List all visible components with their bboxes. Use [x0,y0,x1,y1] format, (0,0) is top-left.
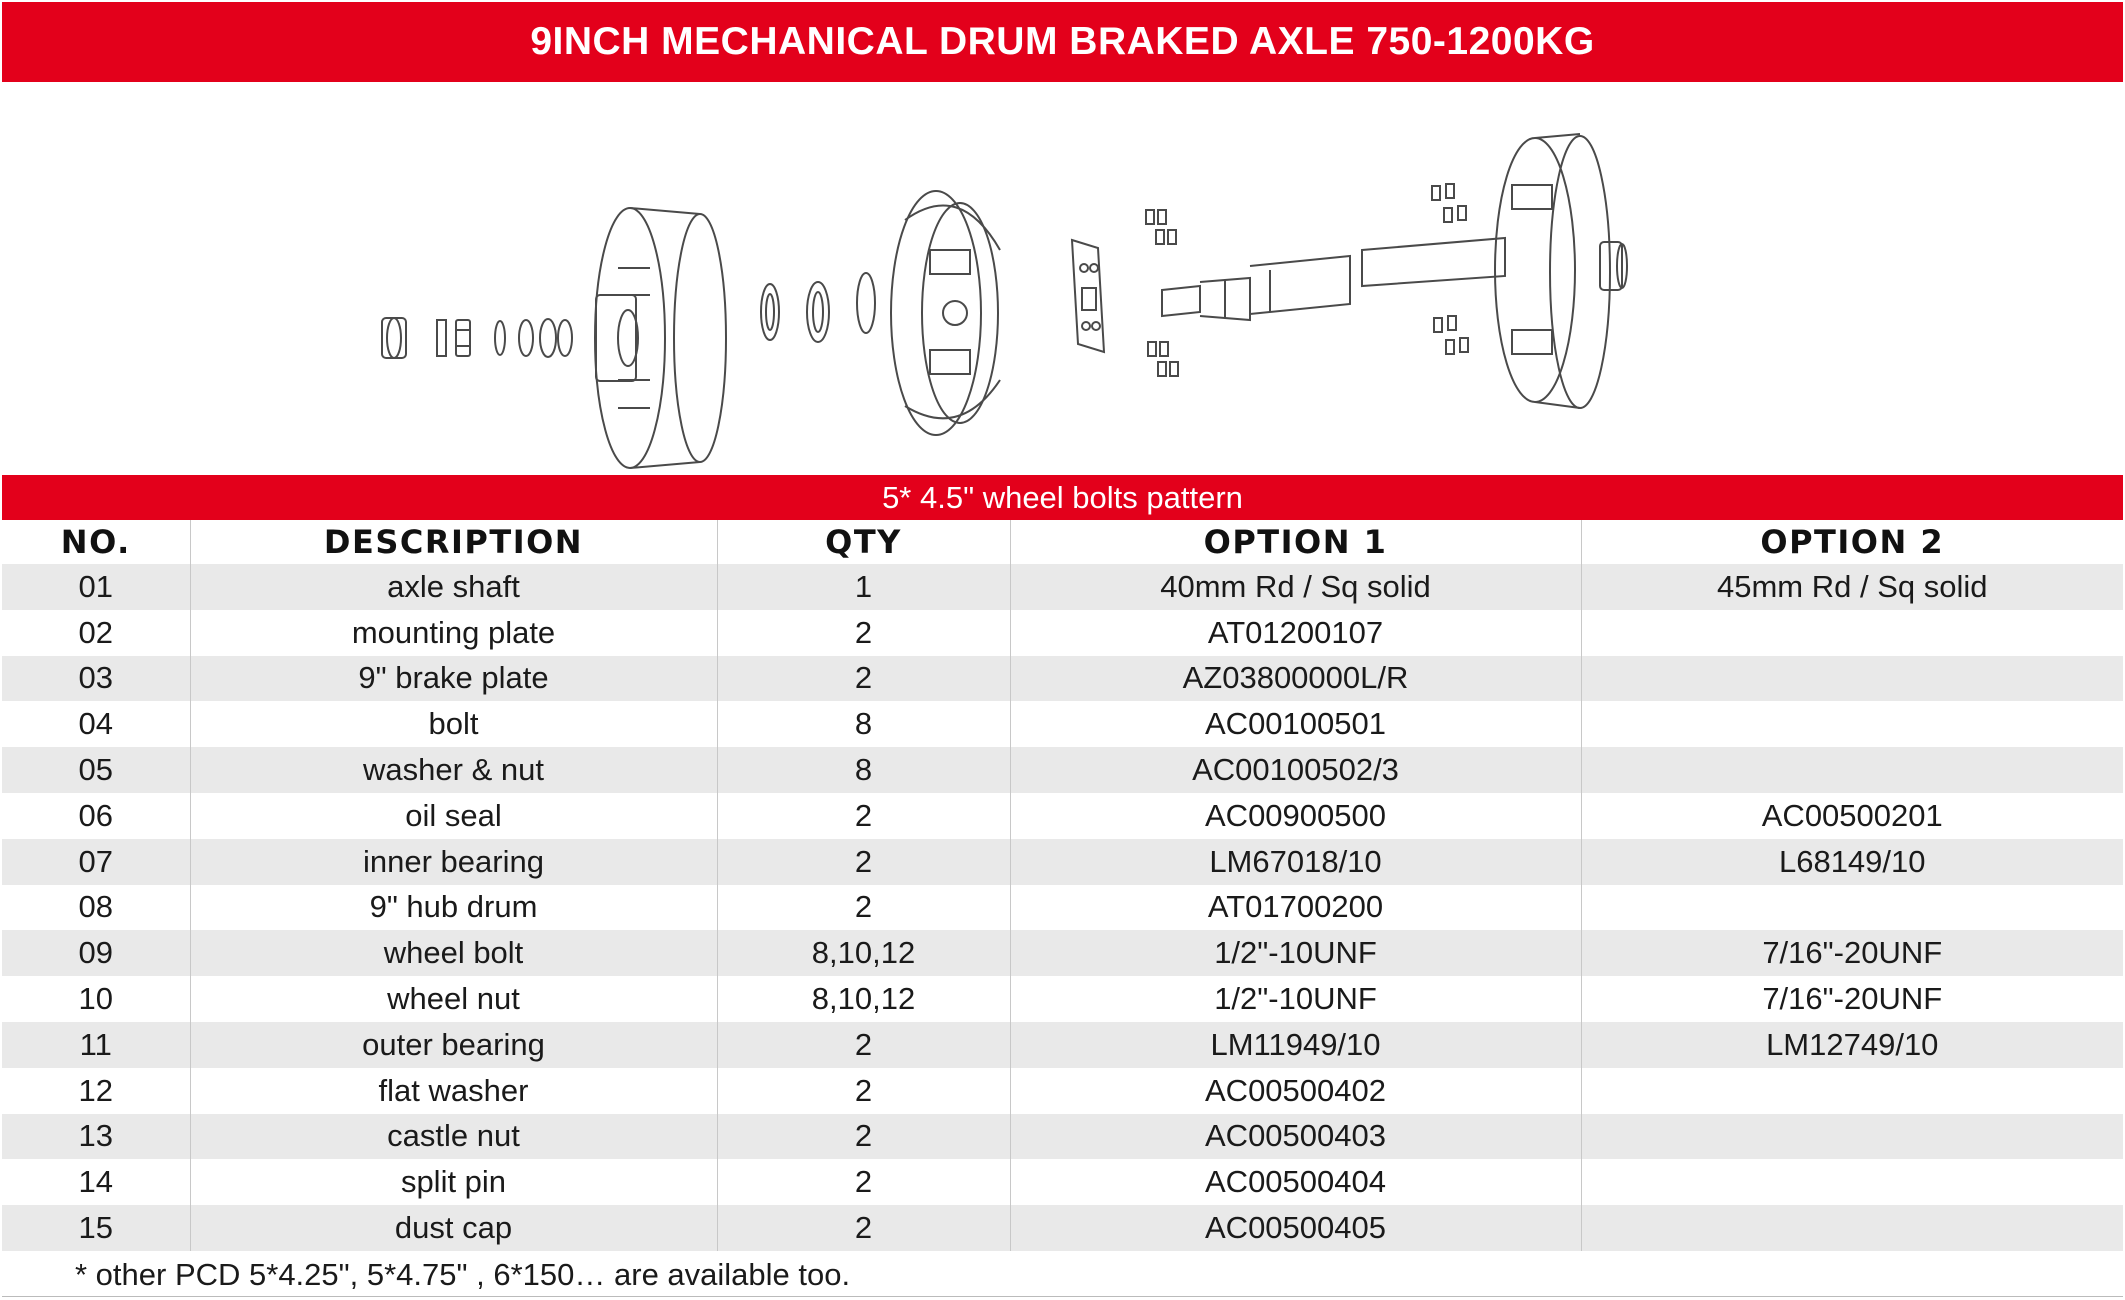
table-row [2,701,2123,747]
cell-qty: 2 [717,1205,1010,1251]
wheel-bolts-pattern-header: 5* 4.5" wheel bolts pattern [2,475,2123,520]
cell-qty: 2 [717,656,1010,702]
hub-drum-drawing [595,208,726,468]
cell-description: 9" hub drum [190,885,717,931]
cell-qty: 8 [717,747,1010,793]
cell-qty: 2 [717,1022,1010,1068]
cell-qty: 8,10,12 [717,930,1010,976]
cell-description: mounting plate [190,610,717,656]
cell-option-2: 7/16"-20UNF [1581,930,2123,976]
oil-seal-drawing [761,284,779,340]
far-drum-drawing [1495,134,1627,408]
cell-option-1: 1/2"-10UNF [1010,930,1581,976]
cell-option-2: LM12749/10 [1581,1022,2123,1068]
flat-washer-drawing [495,321,505,355]
cell-qty: 2 [717,610,1010,656]
cell-no: 01 [2,564,190,610]
cell-no: 14 [2,1159,190,1205]
cell-description: washer & nut [190,747,717,793]
cell-qty: 8 [717,701,1010,747]
table-row [2,885,2123,931]
header-no: NO. [60,523,131,561]
cell-option-1: AT01200107 [1010,610,1581,656]
cell-option-2 [1581,885,2123,931]
cell-option-1: AC00100502/3 [1010,747,1581,793]
cell-qty: 2 [717,1114,1010,1160]
axle-shaft-drawing [1162,238,1505,320]
cell-description: oil seal [190,793,717,839]
exploded-axle-diagram [0,90,2125,470]
cell-description: inner bearing [190,839,717,885]
cell-option-1: AZ03800000L/R [1010,656,1581,702]
cell-qty: 2 [717,1068,1010,1114]
cell-option-1: AC00900500 [1010,793,1581,839]
cell-qty: 2 [717,793,1010,839]
page-title: 9INCH MECHANICAL DRUM BRAKED AXLE 750-1200KG [2,2,2123,82]
header-description: DESCRIPTION [190,520,717,564]
cell-qty: 1 [717,564,1010,610]
cell-no: 05 [2,747,190,793]
cell-option-2 [1581,1068,2123,1114]
table-row [2,976,2123,1022]
cell-option-2 [1581,747,2123,793]
outer-bearing-drawing [519,319,572,357]
cell-option-1: 40mm Rd / Sq solid [1010,564,1581,610]
cell-option-2 [1581,1114,2123,1160]
cell-no: 15 [2,1205,190,1251]
cell-qty: 8,10,12 [717,976,1010,1022]
bolts-nuts-drawing [1146,184,1468,376]
cell-option-2 [1581,656,2123,702]
mounting-plate-drawing [1072,240,1104,352]
table-row [2,747,2123,793]
castle-nut-drawing [437,320,470,356]
cell-description: 9" brake plate [190,656,717,702]
header-option-2: OPTION 2 [1581,520,2123,564]
cell-description: split pin [190,1159,717,1205]
cell-description: castle nut [190,1114,717,1160]
cell-description: outer bearing [190,1022,717,1068]
cell-option-2 [1581,610,2123,656]
cell-option-1: AC00500404 [1010,1159,1581,1205]
cell-no: 08 [2,885,190,931]
cell-option-1: AC00500405 [1010,1205,1581,1251]
cell-description: axle shaft [190,564,717,610]
table-row [2,1114,2123,1160]
cell-no: 04 [2,701,190,747]
table-row [2,793,2123,839]
table-row [2,1068,2123,1114]
cell-option-1: LM67018/10 [1010,839,1581,885]
cell-option-2: L68149/10 [1581,839,2123,885]
cell-option-1: 1/2"-10UNF [1010,976,1581,1022]
table-row [2,1022,2123,1068]
cell-no: 03 [2,656,190,702]
cell-description: wheel nut [190,976,717,1022]
cell-option-2 [1581,1159,2123,1205]
cell-option-2: 45mm Rd / Sq solid [1581,564,2123,610]
cell-qty: 2 [717,885,1010,931]
table-header-row [2,520,2123,564]
cell-qty: 2 [717,839,1010,885]
cell-no: 11 [2,1022,190,1068]
cell-no: 09 [2,930,190,976]
parts-table [2,520,2123,1251]
cell-option-1: AC00500403 [1010,1114,1581,1160]
table-row [2,1159,2123,1205]
cell-description: dust cap [190,1205,717,1251]
cell-description: bolt [190,701,717,747]
cell-description: flat washer [190,1068,717,1114]
footnote: * other PCD 5*4.25", 5*4.75" , 6*150… are available too. [75,1257,851,1292]
cell-no: 12 [2,1068,190,1114]
cell-option-2 [1581,701,2123,747]
cell-option-1: AC00100501 [1010,701,1581,747]
brake-plate-drawing [891,191,1000,435]
table-row [2,1205,2123,1251]
table-row [2,610,2123,656]
table-row [2,930,2123,976]
cell-option-2: AC00500201 [1581,793,2123,839]
cell-option-2: 7/16"-20UNF [1581,976,2123,1022]
cell-no: 10 [2,976,190,1022]
divider [2,1296,2123,1297]
cell-option-1: AT01700200 [1010,885,1581,931]
table-row [2,564,2123,610]
header-option-1: OPTION 1 [1010,520,1581,564]
table-row [2,839,2123,885]
inner-bearing-drawing [807,273,875,342]
table-row [2,656,2123,702]
cell-no: 13 [2,1114,190,1160]
cell-option-2 [1581,1205,2123,1251]
cell-no: 07 [2,839,190,885]
dust-cap-drawing [382,318,406,358]
header-qty: QTY [717,520,1010,564]
cell-option-1: AC00500402 [1010,1068,1581,1114]
cell-description: wheel bolt [190,930,717,976]
cell-no: 02 [2,610,190,656]
cell-qty: 2 [717,1159,1010,1205]
cell-no: 06 [2,793,190,839]
cell-option-1: LM11949/10 [1010,1022,1581,1068]
